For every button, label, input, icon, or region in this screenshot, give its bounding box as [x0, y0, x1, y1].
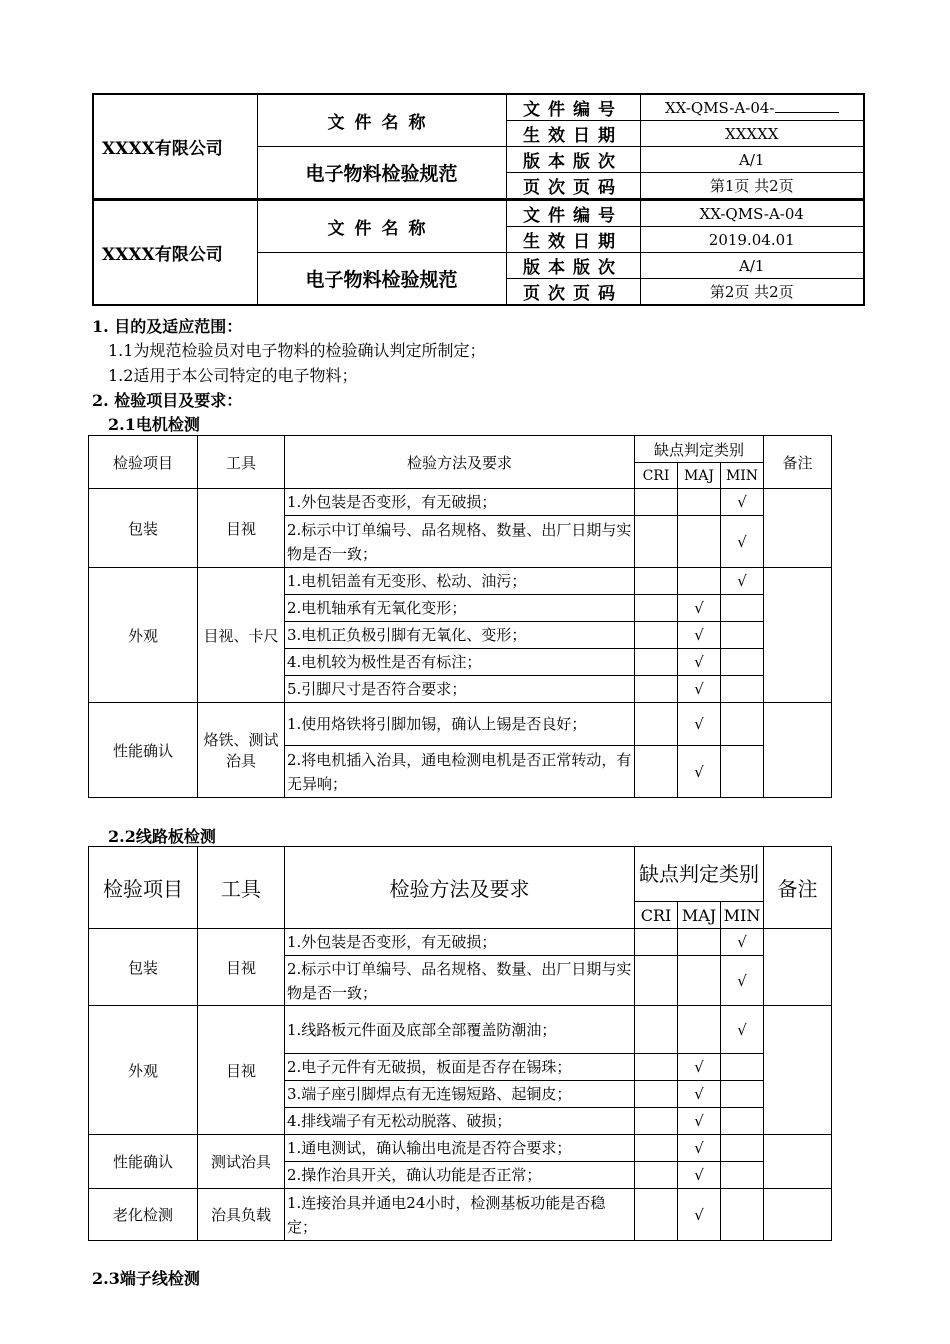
col-header-defect: 缺点判定类别	[635, 847, 764, 902]
grade-maj-cell: √	[678, 703, 721, 746]
grade-cri-cell	[635, 649, 678, 676]
file-name-label: 文件名称	[257, 94, 506, 147]
remark-cell	[764, 1006, 832, 1135]
grade-cri-cell	[635, 1162, 678, 1189]
inspection-tool: 目视	[198, 929, 285, 1006]
grade-cri-cell	[635, 703, 678, 746]
col-header-maj: MAJ	[678, 463, 721, 489]
section-2-title: 2. 检验项目及要求：	[92, 391, 243, 410]
grade-cri-cell	[635, 1108, 678, 1135]
section-2-3-title: 2.3端子线检测	[92, 1269, 200, 1288]
col-header-min: MIN	[721, 902, 764, 929]
col-header-cri: CRI	[635, 463, 678, 489]
inspection-item: 包装	[89, 929, 198, 1006]
grade-min-cell	[721, 1054, 764, 1081]
col-header-maj: MAJ	[678, 902, 721, 929]
grade-maj-cell	[678, 489, 721, 516]
remark-cell	[764, 703, 832, 798]
section-2-1-title: 2.1电机检测	[108, 415, 200, 434]
grade-maj-cell	[678, 568, 721, 595]
page-value: 第1页 共2页	[640, 173, 864, 200]
grade-maj-cell	[678, 956, 721, 1006]
col-header-cri: CRI	[635, 902, 678, 929]
grade-cri-cell	[635, 1054, 678, 1081]
inspection-method: 2.电子元件有无破损，板面是否存在锡珠；	[285, 1054, 635, 1081]
effective-date-value: XXXXX	[640, 121, 864, 147]
inspection-method: 1.外包装是否变形，有无破损；	[285, 929, 635, 956]
grade-maj-cell: √	[678, 746, 721, 798]
grade-cri-cell	[635, 595, 678, 622]
grade-maj-cell: √	[678, 1189, 721, 1241]
grade-cri-cell	[635, 568, 678, 595]
inspection-item: 性能确认	[89, 703, 198, 798]
grade-min-cell	[721, 703, 764, 746]
grade-min-cell: √	[721, 929, 764, 956]
col-header-remark: 备注	[764, 436, 832, 489]
inspection-method: 1.线路板元件面及底部全部覆盖防潮油；	[285, 1006, 635, 1054]
grade-maj-cell	[678, 516, 721, 568]
grade-min-cell	[721, 1135, 764, 1162]
grade-min-cell	[721, 1189, 764, 1241]
inspection-method: 2.操作治具开关，确认功能是否正常；	[285, 1162, 635, 1189]
table-row	[89, 1189, 832, 1241]
grade-min-cell: √	[721, 956, 764, 1006]
effective-date-label: 生效日期	[506, 227, 640, 253]
table-row	[89, 929, 832, 956]
grade-maj-cell: √	[678, 649, 721, 676]
inspection-tool: 目视	[198, 1006, 285, 1135]
inspection-method: 1.使用烙铁将引脚加锡，确认上锡是否良好；	[285, 703, 635, 746]
table-row	[89, 1135, 832, 1162]
inspection-item: 包装	[89, 489, 198, 568]
grade-min-cell	[721, 649, 764, 676]
grade-maj-cell: √	[678, 1135, 721, 1162]
grade-cri-cell	[635, 1189, 678, 1241]
doc-no-label: 文件编号	[506, 200, 640, 227]
grade-min-cell	[721, 1081, 764, 1108]
col-header-method: 检验方法及要求	[285, 847, 635, 929]
inspection-tool: 测试治具	[198, 1135, 285, 1189]
motor-inspection-table	[88, 435, 832, 798]
table-row	[89, 489, 832, 516]
doc-header-page2	[92, 199, 865, 306]
grade-cri-cell	[635, 516, 678, 568]
remark-cell	[764, 929, 832, 1006]
grade-min-cell: √	[721, 516, 764, 568]
grade-min-cell	[721, 622, 764, 649]
inspection-tool: 治具负载	[198, 1189, 285, 1241]
remark-cell	[764, 1135, 832, 1189]
doc-no-label: 文件编号	[506, 94, 640, 121]
grade-min-cell: √	[721, 489, 764, 516]
inspection-item: 外观	[89, 568, 198, 703]
grade-min-cell	[721, 1162, 764, 1189]
grade-min-cell	[721, 676, 764, 703]
col-header-defect: 缺点判定类别	[635, 436, 764, 463]
section-1-title: 1. 目的及适应范围：	[92, 317, 243, 336]
remark-cell	[764, 1189, 832, 1241]
inspection-method: 2.将电机插入治具，通电检测电机是否正常转动，有无异响；	[285, 746, 635, 798]
col-header-min: MIN	[721, 463, 764, 489]
inspection-method: 5.引脚尺寸是否符合要求；	[285, 676, 635, 703]
section-1-1: 1.1为规范检验员对电子物料的检验确认判定所制定；	[108, 341, 486, 360]
grade-cri-cell	[635, 1135, 678, 1162]
effective-date-value: 2019.04.01	[640, 227, 864, 253]
section-1-2: 1.2适用于本公司特定的电子物料；	[108, 366, 358, 385]
document-name: 电子物料检验规范	[257, 147, 506, 200]
inspection-tool: 目视	[198, 489, 285, 568]
grade-min-cell: √	[721, 568, 764, 595]
inspection-method: 3.电机正负极引脚有无氧化、变形；	[285, 622, 635, 649]
table-row	[89, 568, 832, 595]
doc-no-value: XX-QMS-A-04-	[640, 94, 864, 121]
company-name: XXXX有限公司	[93, 200, 257, 305]
grade-min-cell	[721, 1108, 764, 1135]
document-name: 电子物料检验规范	[257, 253, 506, 306]
inspection-method: 1.通电测试，确认输出电流是否符合要求；	[285, 1135, 635, 1162]
inspection-method: 4.排线端子有无松动脱落、破损；	[285, 1108, 635, 1135]
grade-cri-cell	[635, 676, 678, 703]
version-value: A/1	[640, 253, 864, 279]
grade-cri-cell	[635, 956, 678, 1006]
inspection-method: 4.电机较为极性是否有标注；	[285, 649, 635, 676]
grade-maj-cell: √	[678, 595, 721, 622]
remark-cell	[764, 568, 832, 703]
page-value: 第2页 共2页	[640, 279, 864, 306]
grade-maj-cell: √	[678, 1162, 721, 1189]
grade-min-cell	[721, 746, 764, 798]
table-row	[89, 1006, 832, 1054]
grade-cri-cell	[635, 929, 678, 956]
page-label: 页次页码	[506, 173, 640, 200]
inspection-method: 1.连接治具并通电24小时，检测基板功能是否稳定；	[285, 1189, 635, 1241]
grade-cri-cell	[635, 1006, 678, 1054]
grade-min-cell	[721, 595, 764, 622]
inspection-method: 3.端子座引脚焊点有无连锡短路、起铜皮；	[285, 1081, 635, 1108]
grade-cri-cell	[635, 622, 678, 649]
version-label: 版本版次	[506, 253, 640, 279]
effective-date-label: 生效日期	[506, 121, 640, 147]
col-header-tool: 工具	[198, 436, 285, 489]
remark-cell	[764, 489, 832, 568]
inspection-method: 2.电机轴承有无氧化变形；	[285, 595, 635, 622]
grade-cri-cell	[635, 1081, 678, 1108]
inspection-method: 2.标示中订单编号、品名规格、数量、出厂日期与实物是否一致；	[285, 956, 635, 1006]
inspection-item: 老化检测	[89, 1189, 198, 1241]
inspection-item: 性能确认	[89, 1135, 198, 1189]
doc-header-page1	[92, 93, 865, 200]
grade-maj-cell	[678, 1006, 721, 1054]
version-label: 版本版次	[506, 147, 640, 173]
inspection-tool: 目视、卡尺	[198, 568, 285, 703]
inspection-tool: 烙铁、测试治具	[198, 703, 285, 798]
pcb-inspection-table	[88, 846, 832, 1241]
inspection-method: 1.电机铝盖有无变形、松动、油污；	[285, 568, 635, 595]
version-value: A/1	[640, 147, 864, 173]
col-header-item: 检验项目	[89, 436, 198, 489]
grade-maj-cell: √	[678, 1108, 721, 1135]
col-header-remark: 备注	[764, 847, 832, 929]
page-label: 页次页码	[506, 279, 640, 306]
table-row	[89, 703, 832, 746]
inspection-method: 1.外包装是否变形，有无破损；	[285, 489, 635, 516]
section-2-2-title: 2.2线路板检测	[108, 827, 216, 846]
grade-maj-cell: √	[678, 1081, 721, 1108]
doc-no-value: XX-QMS-A-04	[640, 200, 864, 227]
file-name-label: 文件名称	[257, 200, 506, 253]
grade-maj-cell: √	[678, 676, 721, 703]
col-header-tool: 工具	[198, 847, 285, 929]
grade-maj-cell	[678, 929, 721, 956]
col-header-item: 检验项目	[89, 847, 198, 929]
grade-min-cell: √	[721, 1006, 764, 1054]
grade-cri-cell	[635, 746, 678, 798]
inspection-item: 外观	[89, 1006, 198, 1135]
grade-maj-cell: √	[678, 622, 721, 649]
grade-maj-cell: √	[678, 1054, 721, 1081]
col-header-method: 检验方法及要求	[285, 436, 635, 489]
inspection-method: 2.标示中订单编号、品名规格、数量、出厂日期与实物是否一致；	[285, 516, 635, 568]
company-name: XXXX有限公司	[93, 94, 257, 199]
grade-cri-cell	[635, 489, 678, 516]
